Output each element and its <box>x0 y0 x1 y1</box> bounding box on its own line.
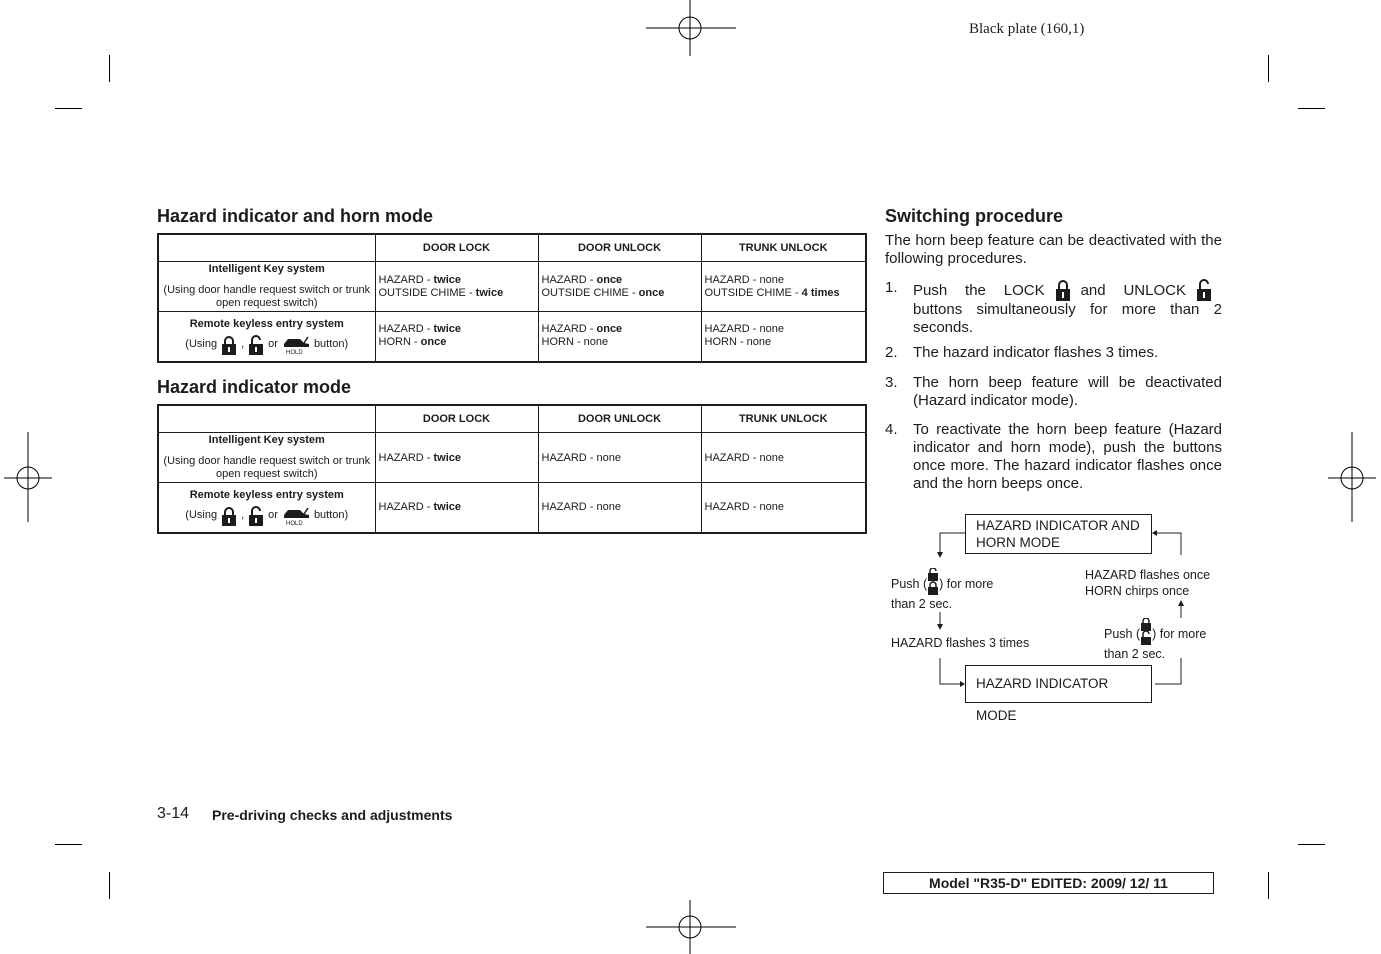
box-hazard-horn-mode: HAZARD INDICATOR AND HORN MODE <box>965 514 1152 554</box>
header-empty <box>158 234 375 262</box>
unlock-icon <box>248 335 264 355</box>
cell-door-lock: HAZARD - twice HORN - once <box>375 312 538 362</box>
row-label-sub: (Using door handle request switch or trunk open request switch) <box>163 455 371 480</box>
switching-title: Switching procedure <box>885 206 1064 226</box>
lock-icon <box>221 506 237 526</box>
header-door-unlock: DOOR UNLOCK <box>538 405 701 433</box>
cell-trunk-unlock: HAZARD - none <box>701 433 866 483</box>
lock-icon <box>1055 279 1071 301</box>
unlock-icon <box>1196 279 1212 301</box>
model-edit-stamp: Model "R35-D" EDITED: 2009/ 12/ 11 <box>883 872 1214 894</box>
table2-title: Hazard indicator mode <box>157 377 352 397</box>
header-trunk-unlock: TRUNK UNLOCK <box>701 405 866 433</box>
row-label-bold: Intelligent Key system <box>208 263 325 275</box>
cell-door-unlock: HAZARD - once OUTSIDE CHIME - once <box>538 262 701 312</box>
registration-mark-bottom <box>646 900 736 954</box>
cell-door-unlock: HAZARD - once HORN - none <box>538 312 701 362</box>
registration-mark-right <box>1328 432 1376 522</box>
cell-door-lock: HAZARD - twice <box>375 433 538 483</box>
right-push-label: Push ( ) for more than 2 sec. <box>1104 618 1206 662</box>
hazard-horn-table <box>157 233 867 363</box>
registration-mark-top <box>646 0 736 56</box>
row-label-bold: Remote keyless entry system <box>189 488 344 501</box>
cell-door-lock: HAZARD - twice <box>375 483 538 533</box>
unlock-icon <box>248 506 264 526</box>
row-label-intelligent-key <box>158 262 375 312</box>
row-label-sub: (Using door handle request switch or trunk open request switch) <box>163 284 371 309</box>
row-label-bold: Remote keyless entry system <box>189 317 344 330</box>
cell-door-unlock: HAZARD - none <box>538 483 701 533</box>
cell-trunk-unlock: HAZARD - none <box>701 483 866 533</box>
cell-trunk-unlock: HAZARD - none OUTSIDE CHIME - 4 times <box>701 262 866 312</box>
row-label-intelligent-key <box>158 433 375 483</box>
left-flash-label: HAZARD flashes 3 times <box>891 636 1030 650</box>
svg-text:HOLD: HOLD <box>285 349 303 355</box>
plate-label: Black plate (160,1) <box>969 21 1085 37</box>
step-1: 1. Push the LOCK and UNLOCK buttons simultaneously for more than 2 seconds. <box>885 279 1222 336</box>
page-number: 3-14 <box>157 805 190 822</box>
key-button-icons: (Using , or HOLD button) <box>162 335 372 355</box>
svg-text:HOLD: HOLD <box>285 520 303 526</box>
key-button-icons: (Using , or HOLD button) <box>162 506 372 526</box>
header-empty <box>158 405 375 433</box>
cell-door-unlock: HAZARD - none <box>538 433 701 483</box>
header-trunk-unlock: TRUNK UNLOCK <box>701 234 866 262</box>
cell-door-lock: HAZARD - twice OUTSIDE CHIME - twice <box>375 262 538 312</box>
lock-icon <box>221 335 237 355</box>
header-door-lock: DOOR LOCK <box>375 234 538 262</box>
row-label-remote-keyless <box>158 483 375 533</box>
left-push-label: Push ( ) for more than 2 sec. <box>891 568 993 612</box>
trunk-hold-icon <box>282 335 310 355</box>
table1-title: Hazard indicator and horn mode <box>157 206 434 226</box>
step-4: 4. To reactivate the horn beep feature (Hazard indicator and horn mode), push the buttons once more. The hazard indicator flashes once and the horn beeps once. <box>885 421 1222 492</box>
box-hazard-indicator-mode: HAZARD INDICATOR MODE <box>965 665 1152 703</box>
row-label-remote-keyless <box>158 312 375 362</box>
row-label-bold: Intelligent Key system <box>208 434 325 446</box>
step-2: 2. The hazard indicator flashes 3 times. <box>885 344 1159 361</box>
section-title: Pre-driving checks and adjustments <box>212 807 453 823</box>
right-flash-label: HAZARD flashes once HORN chirps once <box>1085 568 1211 598</box>
switching-intro: The horn beep feature can be deactivated with the following procedures. <box>885 232 1222 267</box>
trunk-hold-icon <box>282 506 310 526</box>
header-door-unlock: DOOR UNLOCK <box>538 234 701 262</box>
header-door-lock: DOOR LOCK <box>375 405 538 433</box>
unlock-icon <box>1140 618 1152 646</box>
step-3: 3. The horn beep feature will be deactivated (Hazard indicator mode). <box>885 374 1222 409</box>
lock-icon <box>927 568 939 596</box>
cell-trunk-unlock: HAZARD - none HORN - none <box>701 312 866 362</box>
registration-mark-left <box>4 432 52 522</box>
hazard-only-table <box>157 404 867 534</box>
